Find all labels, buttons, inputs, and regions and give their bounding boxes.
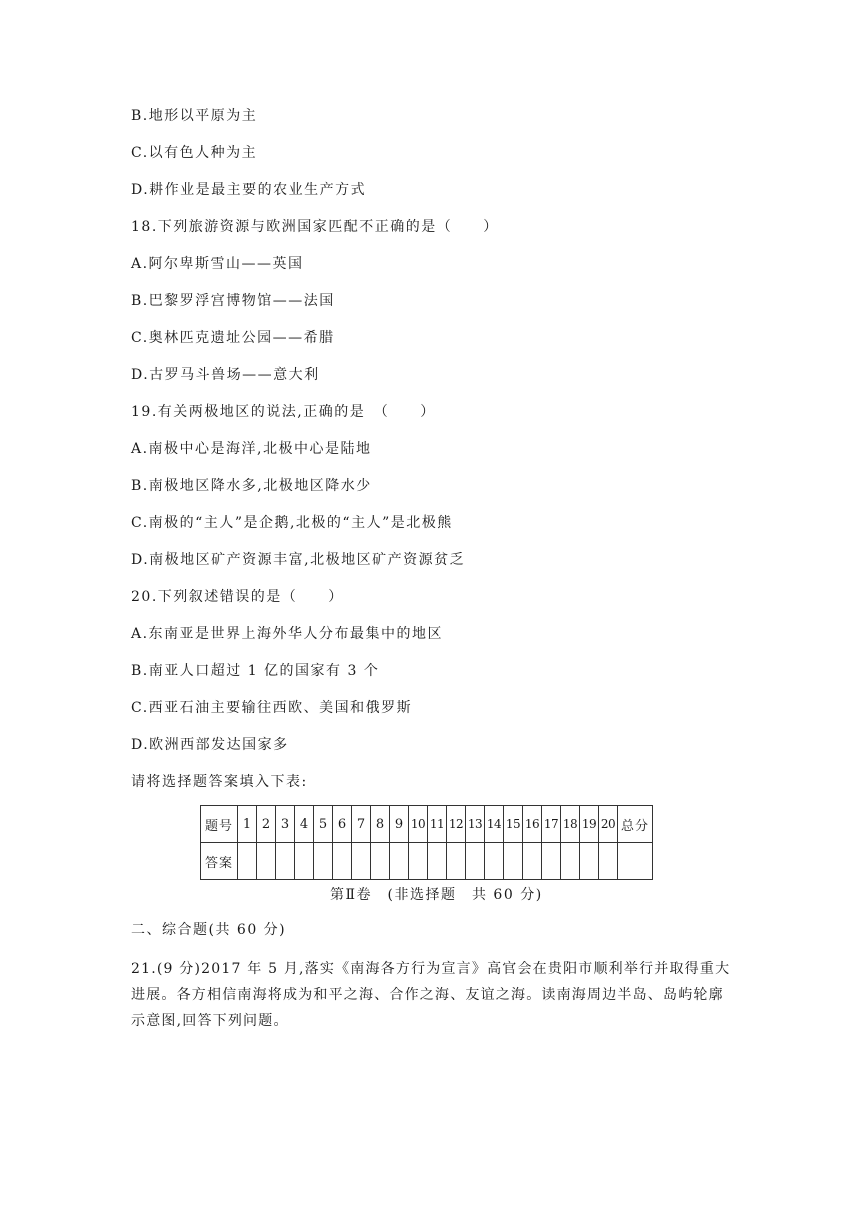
answer-cell[interactable] (276, 843, 295, 880)
answer-table (200, 805, 653, 880)
answer-cell[interactable] (390, 843, 409, 880)
answer-cell[interactable] (409, 843, 428, 880)
total-score-cell[interactable] (618, 843, 653, 880)
answer-cell[interactable] (333, 843, 352, 880)
question-19-option-b: B.南极地区降水多,北极地区降水少 (131, 478, 372, 494)
question-number-cell: 4 (295, 806, 314, 843)
question-number-cell: 3 (276, 806, 295, 843)
question-18-option-a: A.阿尔卑斯雪山——英国 (131, 256, 304, 272)
question-18-option-d: D.古罗马斗兽场——意大利 (131, 367, 320, 383)
answer-cell[interactable] (523, 843, 542, 880)
answer-cell[interactable] (314, 843, 333, 880)
part-two-caption: 第Ⅱ卷 (非选择题 共 60 分) (330, 887, 543, 903)
answer-row-label: 答案 (201, 843, 238, 880)
option-d-farming: D.耕作业是最主要的农业生产方式 (131, 182, 367, 198)
answer-cell[interactable] (504, 843, 523, 880)
answer-cell[interactable] (580, 843, 599, 880)
question-18-option-c: C.奥林匹克遗址公园——希腊 (131, 330, 335, 346)
question-20-option-c: C.西亚石油主要输往西欧、美国和俄罗斯 (131, 700, 413, 716)
question-number-cell: 20 (599, 806, 618, 843)
question-19-option-a: A.南极中心是海洋,北极中心是陆地 (131, 441, 372, 457)
answer-table-number-row (201, 806, 653, 843)
question-number-cell: 15 (504, 806, 523, 843)
option-b-plain: B.地形以平原为主 (131, 108, 258, 124)
answer-instruction: 请将选择题答案填入下表: (131, 774, 308, 790)
question-number-cell: 9 (390, 806, 409, 843)
question-20: 20.下列叙述错误的是（ ） (131, 589, 344, 605)
question-number-cell: 5 (314, 806, 333, 843)
question-number-cell: 12 (447, 806, 466, 843)
question-number-cell: 7 (352, 806, 371, 843)
answer-cell[interactable] (485, 843, 504, 880)
question-20-option-d: D.欧洲西部发达国家多 (131, 737, 289, 753)
question-19-option-d: D.南极地区矿产资源丰富,北极地区矿产资源贫乏 (131, 552, 466, 568)
question-19: 19.有关两极地区的说法,正确的是 （ ） (131, 404, 436, 420)
question-number-cell: 19 (580, 806, 599, 843)
answer-cell[interactable] (371, 843, 390, 880)
total-score-label: 总分 (618, 806, 653, 843)
answer-cell[interactable] (466, 843, 485, 880)
question-19-option-c: C.南极的“主人”是企鹅,北极的“主人”是北极熊 (131, 515, 453, 531)
answer-cell[interactable] (561, 843, 580, 880)
question-number-cell: 16 (523, 806, 542, 843)
answer-table-answer-row (201, 843, 653, 880)
question-number-cell: 10 (409, 806, 428, 843)
answer-cell[interactable] (599, 843, 618, 880)
answer-cell[interactable] (238, 843, 257, 880)
question-number-cell: 11 (428, 806, 447, 843)
question-21: 21.(9 分)2017 年 5 月,落实《南海各方行为宣言》高官会在贵阳市顺利举行并取得重大进展。各方相信南海将成为和平之海、合作之海、友谊之海。读南海周边半岛、岛屿轮廓示意图,回答下列问题。 (131, 961, 731, 1029)
answer-cell[interactable] (257, 843, 276, 880)
answer-cell[interactable] (352, 843, 371, 880)
question-number-cell: 1 (238, 806, 257, 843)
question-number-cell: 6 (333, 806, 352, 843)
question-number-cell: 13 (466, 806, 485, 843)
question-number-cell: 17 (542, 806, 561, 843)
answer-cell[interactable] (542, 843, 561, 880)
answer-cell[interactable] (295, 843, 314, 880)
question-number-cell: 2 (257, 806, 276, 843)
answer-cell[interactable] (428, 843, 447, 880)
question-number-cell: 14 (485, 806, 504, 843)
number-row-label: 题号 (201, 806, 238, 843)
question-20-option-b: B.南亚人口超过 1 亿的国家有 3 个 (131, 663, 380, 679)
question-number-cell: 8 (371, 806, 390, 843)
answer-cell[interactable] (447, 843, 466, 880)
section-two-title: 二、综合题(共 60 分) (131, 922, 287, 938)
question-18-option-b: B.巴黎罗浮宫博物馆——法国 (131, 293, 335, 309)
option-c-race: C.以有色人种为主 (131, 145, 258, 161)
question-number-cell: 18 (561, 806, 580, 843)
question-20-option-a: A.东南亚是世界上海外华人分布最集中的地区 (131, 626, 444, 642)
question-18: 18.下列旅游资源与欧洲国家匹配不正确的是（ ） (131, 219, 499, 235)
